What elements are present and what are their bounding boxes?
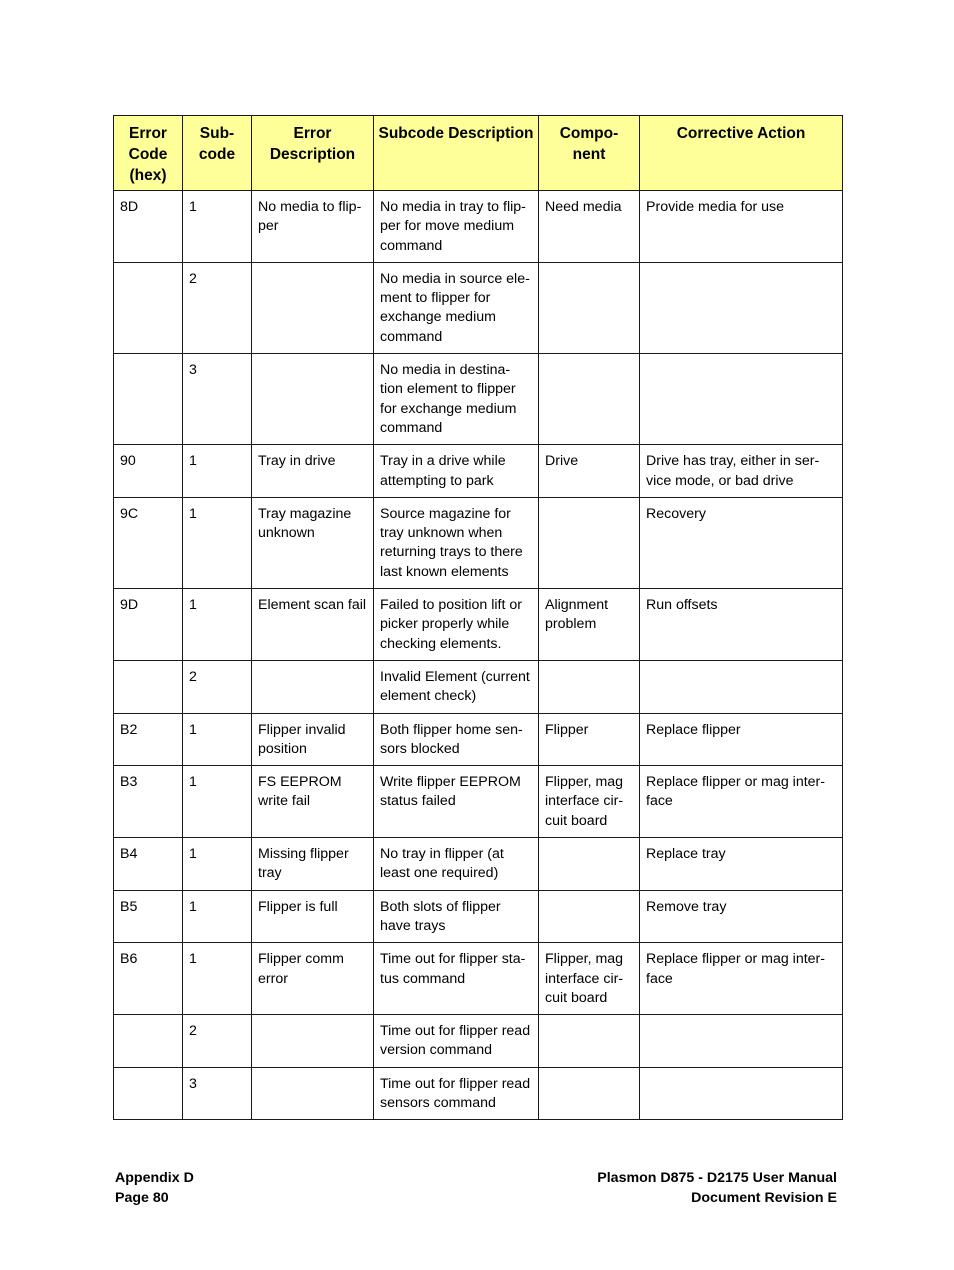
cell-subcode-description: Time out for flipper sta- tus command (374, 943, 539, 1015)
footer-appendix: Appendix D (115, 1170, 194, 1186)
cell-sub-code: 1 (183, 713, 252, 766)
cell-component (539, 1015, 640, 1068)
cell-error-code: B6 (114, 943, 183, 1015)
cell-sub-code: 2 (183, 1015, 252, 1068)
header-subcode-description: Subcode Description (374, 116, 539, 191)
table-row (114, 262, 843, 353)
table-row (114, 1067, 843, 1120)
cell-corrective-action: Replace flipper or mag inter- face (640, 766, 843, 838)
header-row (114, 116, 843, 191)
cell-component (539, 497, 640, 588)
table-row (114, 191, 843, 263)
cell-subcode-description: Source magazine for tray unknown when returning trays to there last known elements (374, 497, 539, 588)
cell-error-description (252, 354, 374, 445)
table-header (114, 116, 843, 191)
cell-component: Need media (539, 191, 640, 263)
cell-subcode-description: Tray in a drive while attempting to park (374, 445, 539, 498)
cell-error-description (252, 1015, 374, 1068)
cell-error-description: Flipper is full (252, 890, 374, 943)
table-body (114, 191, 843, 1120)
cell-sub-code: 1 (183, 589, 252, 661)
cell-sub-code: 1 (183, 497, 252, 588)
cell-error-description: Flipper comm error (252, 943, 374, 1015)
cell-subcode-description: No media in destina- tion element to flipper for exchange medium command (374, 354, 539, 445)
cell-subcode-description: Time out for flipper read sensors command (374, 1067, 539, 1120)
cell-error-code: B5 (114, 890, 183, 943)
cell-corrective-action (640, 660, 843, 713)
cell-error-code (114, 1015, 183, 1068)
table-row (114, 890, 843, 943)
cell-subcode-description: Write flipper EEPROM status failed (374, 766, 539, 838)
cell-error-code: 9D (114, 589, 183, 661)
cell-corrective-action: Replace tray (640, 838, 843, 891)
footer-right (597, 1169, 837, 1208)
cell-corrective-action (640, 262, 843, 353)
table-row (114, 497, 843, 588)
cell-subcode-description: Failed to position lift or picker properly while checking elements. (374, 589, 539, 661)
cell-error-description (252, 1067, 374, 1120)
cell-error-code (114, 1067, 183, 1120)
cell-error-code: 90 (114, 445, 183, 498)
cell-sub-code: 2 (183, 262, 252, 353)
cell-component (539, 262, 640, 353)
footer-page-number: Page 80 (115, 1189, 169, 1206)
cell-error-code: 8D (114, 191, 183, 263)
cell-error-code (114, 354, 183, 445)
footer-revision: Document Revision E (691, 1189, 837, 1206)
table-row (114, 1015, 843, 1068)
cell-error-description (252, 660, 374, 713)
error-code-table (113, 115, 843, 1120)
table-row (114, 589, 843, 661)
cell-error-description: Flipper invalid position (252, 713, 374, 766)
cell-corrective-action: Drive has tray, either in ser- vice mode, or bad drive (640, 445, 843, 498)
cell-component: Alignment problem (539, 589, 640, 661)
cell-error-description (252, 262, 374, 353)
cell-corrective-action: Remove tray (640, 890, 843, 943)
cell-corrective-action: Run offsets (640, 589, 843, 661)
cell-sub-code: 1 (183, 943, 252, 1015)
cell-error-description: No media to flip- per (252, 191, 374, 263)
cell-sub-code: 2 (183, 660, 252, 713)
cell-corrective-action: Recovery (640, 497, 843, 588)
cell-component (539, 1067, 640, 1120)
cell-subcode-description: No media in tray to flip- per for move medium command (374, 191, 539, 263)
cell-subcode-description: No media in source ele- ment to flipper for exchange medium command (374, 262, 539, 353)
cell-error-description: Element scan fail (252, 589, 374, 661)
cell-sub-code: 1 (183, 766, 252, 838)
header-corrective-action: Corrective Action (640, 116, 843, 191)
cell-corrective-action: Replace flipper or mag inter- face (640, 943, 843, 1015)
cell-component: Flipper, mag interface cir- cuit board (539, 766, 640, 838)
header-error-description: Error Description (252, 116, 374, 191)
cell-error-description: FS EEPROM write fail (252, 766, 374, 838)
cell-subcode-description: No tray in flipper (at least one required) (374, 838, 539, 891)
cell-component: Drive (539, 445, 640, 498)
cell-sub-code: 3 (183, 354, 252, 445)
table-row (114, 713, 843, 766)
cell-error-code (114, 660, 183, 713)
cell-sub-code: 3 (183, 1067, 252, 1120)
table-row (114, 354, 843, 445)
footer-manual-title: Plasmon D875 - D2175 User Manual (597, 1170, 837, 1186)
cell-error-description: Tray magazine unknown (252, 497, 374, 588)
cell-error-code (114, 262, 183, 353)
cell-error-code: B4 (114, 838, 183, 891)
cell-component: Flipper, mag interface cir- cuit board (539, 943, 640, 1015)
cell-component (539, 838, 640, 891)
cell-error-code: B2 (114, 713, 183, 766)
cell-corrective-action (640, 354, 843, 445)
footer-left (115, 1169, 194, 1208)
cell-subcode-description: Both slots of flipper have trays (374, 890, 539, 943)
cell-corrective-action (640, 1015, 843, 1068)
cell-component (539, 890, 640, 943)
cell-sub-code: 1 (183, 838, 252, 891)
header-component: Compo- nent (539, 116, 640, 191)
cell-corrective-action: Provide media for use (640, 191, 843, 263)
cell-error-description: Missing flipper tray (252, 838, 374, 891)
cell-error-code: 9C (114, 497, 183, 588)
cell-sub-code: 1 (183, 191, 252, 263)
table-row (114, 766, 843, 838)
cell-subcode-description: Both flipper home sen- sors blocked (374, 713, 539, 766)
cell-corrective-action: Replace flipper (640, 713, 843, 766)
table-row (114, 660, 843, 713)
cell-sub-code: 1 (183, 445, 252, 498)
cell-component: Flipper (539, 713, 640, 766)
cell-error-description: Tray in drive (252, 445, 374, 498)
table-row (114, 943, 843, 1015)
table-row (114, 445, 843, 498)
cell-error-code: B3 (114, 766, 183, 838)
cell-corrective-action (640, 1067, 843, 1120)
cell-component (539, 660, 640, 713)
cell-subcode-description: Time out for flipper read version command (374, 1015, 539, 1068)
cell-sub-code: 1 (183, 890, 252, 943)
header-sub-code: Sub- code (183, 116, 252, 191)
cell-component (539, 354, 640, 445)
table-row (114, 838, 843, 891)
header-error-code: Error Code (hex) (114, 116, 183, 191)
cell-subcode-description: Invalid Element (current element check) (374, 660, 539, 713)
